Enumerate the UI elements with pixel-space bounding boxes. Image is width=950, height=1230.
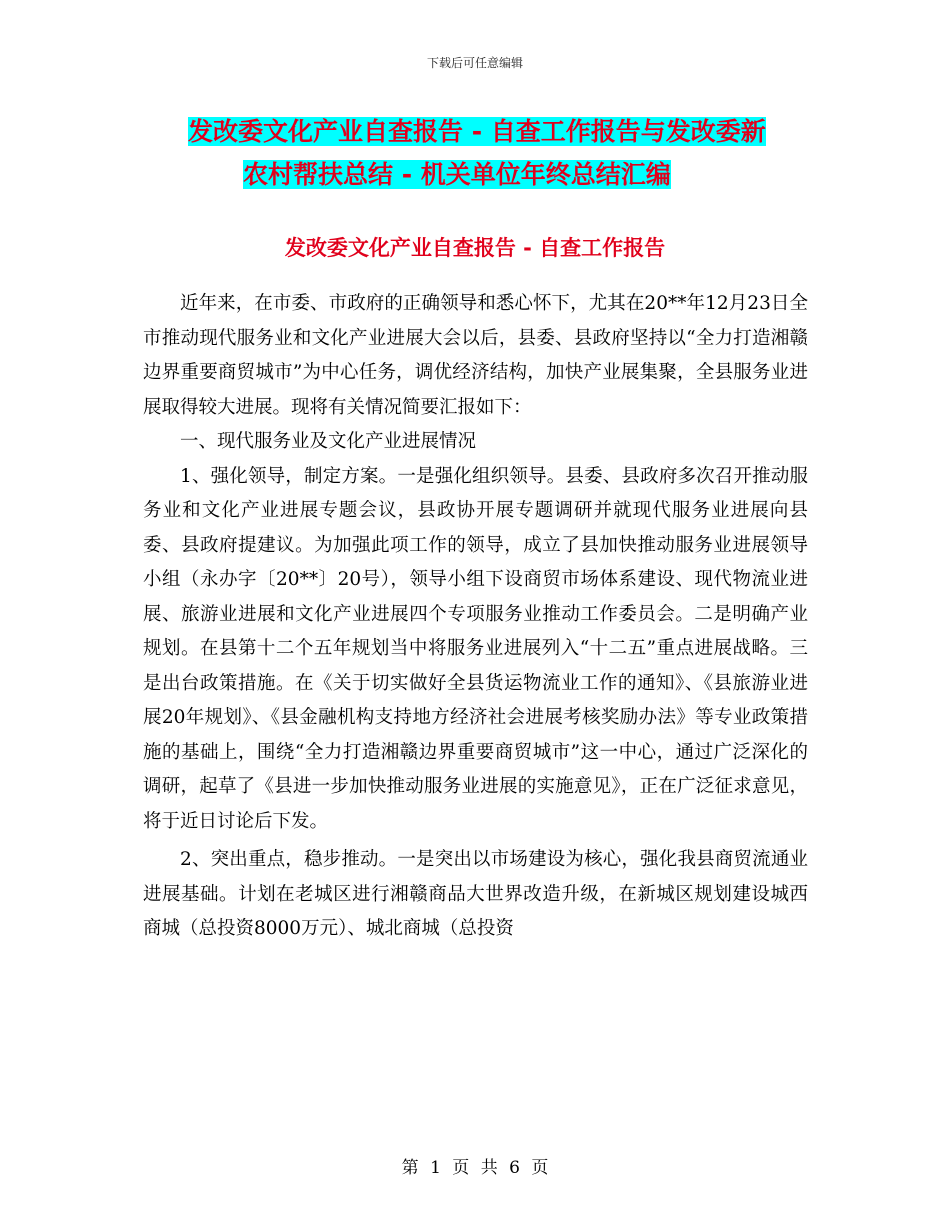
page-header-note: 下载后可任意编辑 [426, 56, 523, 70]
page-number: 第 1 页 共 6 页 [401, 1158, 549, 1178]
document-title [188, 110, 828, 196]
paragraph-item-2: 2、突出重点，稳步推动。一是突出以市场建设为核心，强化我县商贸流通业进展基础。计划在老城区进行湘赣商品大世界改造升级，在新城区规划建设城西商城（总投资8000万元）、城北商城（总投资 [143, 849, 808, 939]
title-line-1: 发改委文化产业自查报告 - 自查工作报告与发改委新 [188, 117, 766, 146]
paragraph-item-1: 1、强化领导，制定方案。一是强化组织领导。县委、县政府多次召开推动服务业和文化产业进展专题会议，县政协开展专题调研并就现代服务业进展向县委、县政府提建议。为加强此项工作的领导，成立了县加快推动服务业进展领导小组（永办字〔20**〕20号），领导小组下设商贸市场体系建设、现代物流业进展、旅游业进展和文化产业进展四个专项服务业推动工作委员会。二是明确产业规划。在县第十二个五年规划当中将服务业进展列入“十二五”重点进展战略。三是出台政策措施。在《关于切实做好全县货运物流业工作的通知》、《县旅游业进展20年规划》、《县金融机构支持地方经济社会进展考核奖励办法》等专业政策措施的基础上，围绕“全力打造湘赣边界重要商贸城市”这一中心，通过广泛深化的调研，起草了《县进一步加快推动服务业进展的实施意见》，正在广泛征求意见，将于近日讨论后下发。 [143, 465, 808, 832]
paragraph-heading-1: 一、现代服务业及文化产业进展情况 [180, 431, 477, 452]
paragraph-intro: 近年来，在市委、市政府的正确领导和悉心怀下，尤其在20**年12月23日全市推动现代服务业和文化产业进展大会以后，县委、县政府坚持以“全力打造湘赣边界重要商贸城市”为中心任务，调优经济结构，加快产业展集聚，全县服务业进展取得较大进展。现将有关情况简要汇报如下： [143, 293, 808, 418]
title-line-2: 农村帮扶总结 - 机关单位年终总结汇编 [243, 160, 671, 189]
section-title: 发改委文化产业自查报告 - 自查工作报告 [284, 236, 666, 260]
document-body [143, 287, 808, 947]
